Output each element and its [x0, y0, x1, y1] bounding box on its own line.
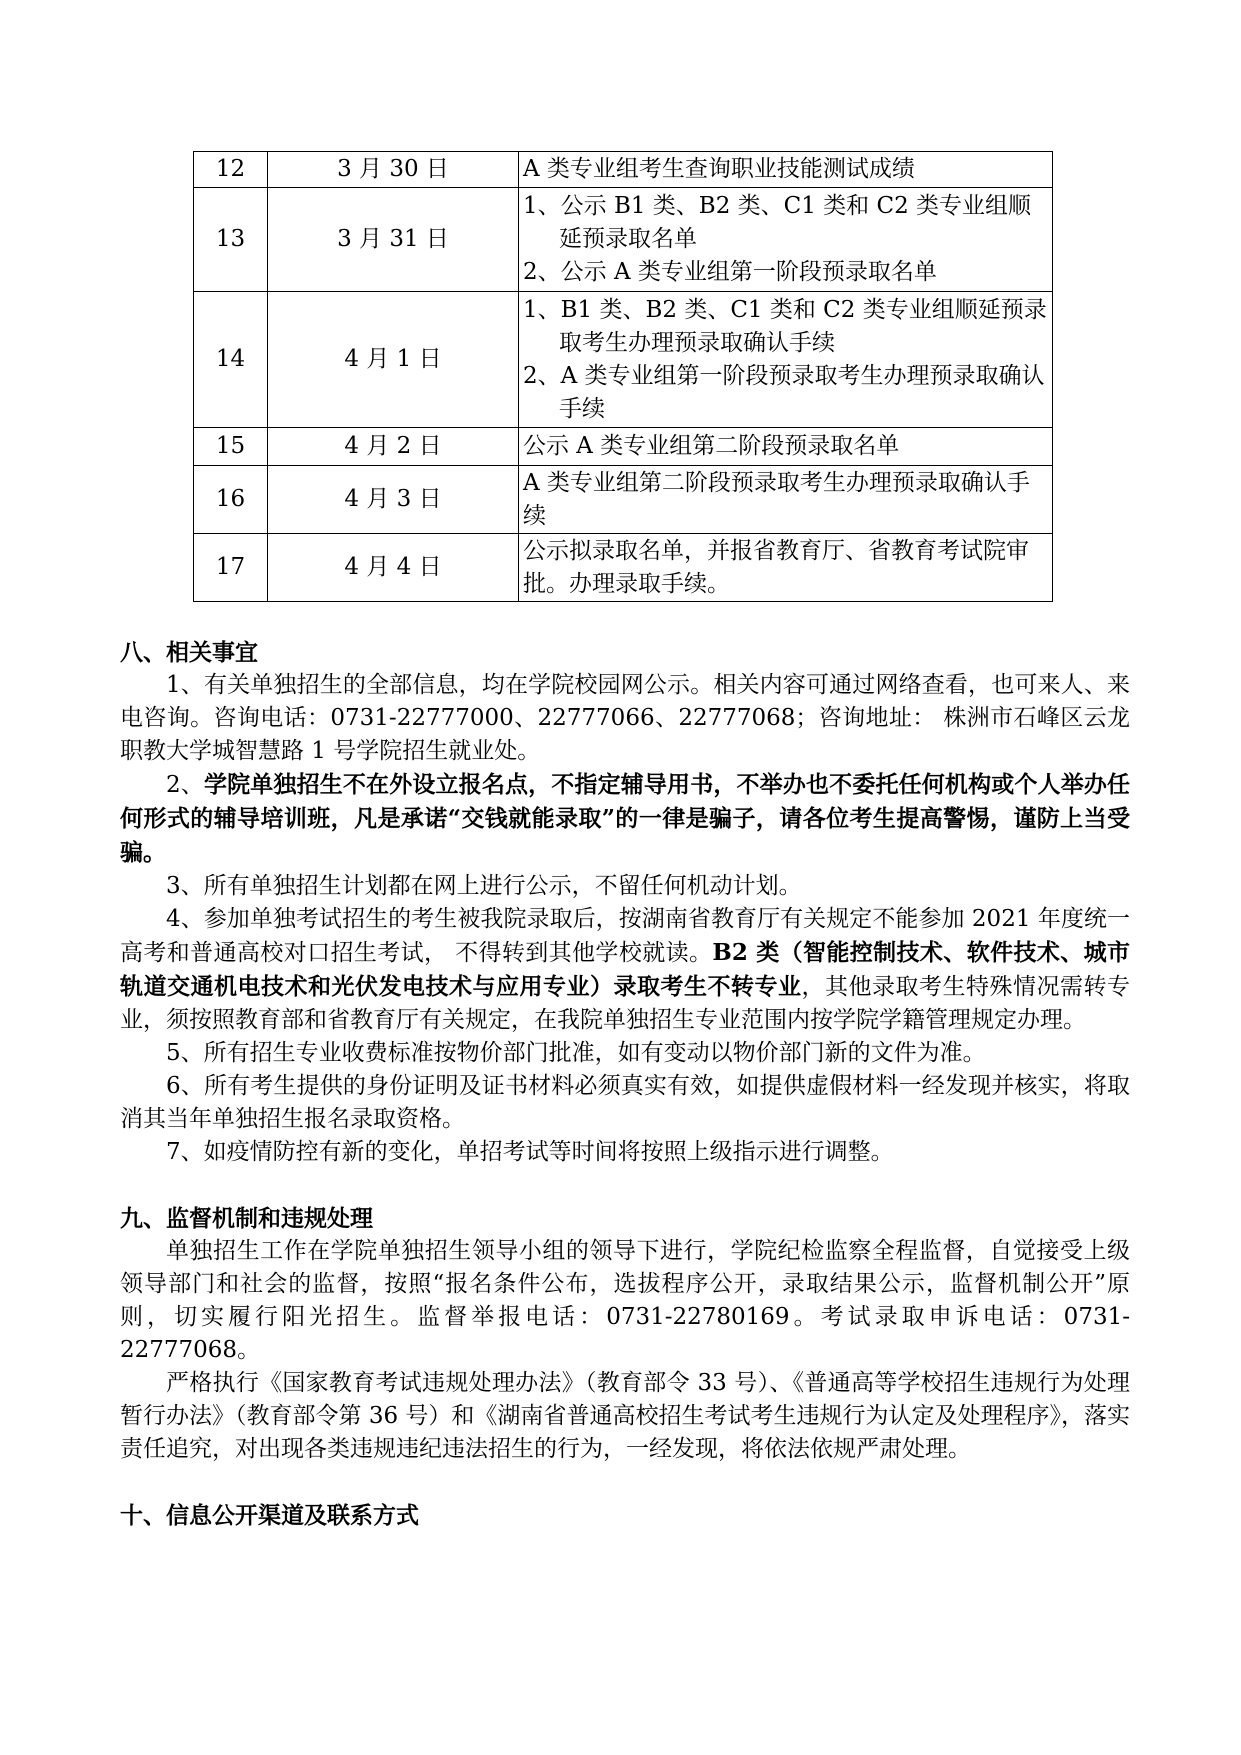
- task-item: 公示拟录取名单，并报省教育厅、省教育考试院审批。办理录取手续。: [523, 537, 1029, 597]
- row-number: 15: [194, 428, 268, 466]
- task-item: 1、公示 B1 类、B2 类、C1 类和 C2 类专业组顺延预录取名单: [523, 193, 1032, 252]
- row-number: 14: [194, 292, 268, 428]
- task-item: 公示 A 类专业组第二阶段预录取名单: [523, 433, 900, 459]
- row-date: 4 月 4 日: [268, 534, 519, 602]
- paragraph: 3、所有单独招生计划都在网上进行公示，不留任何机动计划。: [166, 873, 802, 899]
- task-item: A 类专业组第二阶段预录取考生办理预录取确认手续: [523, 469, 1030, 529]
- table-row: [194, 152, 1053, 188]
- emphasis-text: B2 类（智能控制技术、软件技术、城市轨道交通机电技术和光伏发电技术与应用专业）录取考生不转专业: [120, 939, 1131, 1000]
- warning-text: 学院单独招生不在外设立报名点，不指定辅导用书，不举办也不委托任何机构或个人举办任何形式的辅导培训班，凡是承诺“交钱就能录取”的一律是骗子，请各位考生提高警惕，谨防上当受骗。: [120, 771, 1131, 866]
- paragraph-text: 4、参加单独考试招生的考生被我院录取后，按湖南省教育厅有关规定不能参加 2021 年度统一高考和普通高校对口招生考试， 不得转到其他学校就读。: [120, 906, 1130, 966]
- row-number: 12: [194, 152, 268, 188]
- row-number: 13: [194, 188, 268, 292]
- paragraph: [120, 903, 1130, 1037]
- paragraph: 单独招生工作在学院单独招生领导小组的领导下进行，学院纪检监察全程监督，自觉接受上级领导部门和社会的监督，按照“报名条件公布，选拔程序公开，录取结果公示，监督机制公开”原则，切实履行阳光招生。监督举报电话：0731-22780169。考试录取申诉电话：0731-22777068。: [120, 1238, 1130, 1363]
- table-row: [194, 466, 1053, 534]
- paragraph: 7、如疫情防控有新的变化，单招考试等时间将按照上级指示进行调整。: [166, 1139, 894, 1165]
- task-item: 1、B1 类、B2 类、C1 类和 C2 类专业组顺延预录取考生办理预录取确认手续: [523, 296, 1047, 356]
- paragraph: [120, 768, 1130, 870]
- paragraph: 严格执行《国家教育考试违规处理办法》（教育部令 33 号）、《普通高等学校招生违规行为处理暂行办法》（教育部令第 36 号）和《湖南省普通高校招生考试考生违规行为认定及处理程序》，落实责任追究，对出现各类违规违纪违法招生的行为，一经发现，将依法依规严肃处理。: [120, 1370, 1130, 1462]
- row-date: 3 月 31 日: [268, 188, 519, 292]
- row-date: 4 月 3 日: [268, 466, 519, 534]
- table-row: [194, 428, 1053, 466]
- row-task: [519, 428, 1053, 466]
- row-date: 4 月 1 日: [268, 292, 519, 428]
- section-heading: 九、监督机制和违规处理: [120, 1205, 373, 1232]
- task-item: 2、A 类专业组第一阶段预录取考生办理预录取确认手续: [523, 362, 1045, 422]
- document-body: [120, 636, 1130, 1532]
- row-task: [519, 188, 1053, 292]
- paragraph-number: 2、: [166, 772, 204, 798]
- row-task: [519, 292, 1053, 428]
- section-heading: 十、信息公开渠道及联系方式: [120, 1502, 419, 1529]
- row-date: 3 月 30 日: [268, 152, 519, 188]
- row-number: 16: [194, 466, 268, 534]
- paragraph-text: ，其他录取考生特殊情况需转专业，须按照教育部和省教育厅有关规定，在我院单独招生专业范围内按学院学籍管理规定办理。: [120, 974, 1130, 1033]
- table-row: [194, 188, 1053, 292]
- row-date: 4 月 2 日: [268, 428, 519, 466]
- paragraph: 6、所有考生提供的身份证明及证书材料必须真实有效，如提供虚假材料一经发现并核实，将取消其当年单独招生报名录取资格。: [120, 1073, 1130, 1132]
- section-heading: 八、相关事宜: [120, 639, 258, 666]
- row-task: [519, 534, 1053, 602]
- paragraph: 5、所有招生专业收费标准按物价部门批准，如有变动以物价部门新的文件为准。: [166, 1040, 986, 1066]
- row-number: 17: [194, 534, 268, 602]
- row-task: [519, 152, 1053, 188]
- table-row: [194, 292, 1053, 428]
- paragraph: 1、有关单独招生的全部信息，均在学院校园网公示。相关内容可通过网络查看，也可来人、来电咨询。咨询电话：0731-22777000、22777066、22777068；咨询地址： 株洲市石峰区云龙职教大学城智慧路 1 号学院招生就业处。: [120, 672, 1130, 764]
- spacer: [120, 1466, 1130, 1499]
- row-task: [519, 466, 1053, 534]
- table-row: [194, 534, 1053, 602]
- task-item: 2、公示 A 类专业组第一阶段预录取名单: [523, 259, 937, 285]
- spacer: [120, 1169, 1130, 1202]
- task-item: A 类专业组考生查询职业技能测试成绩: [523, 156, 915, 182]
- admission-schedule-table: [193, 151, 1053, 602]
